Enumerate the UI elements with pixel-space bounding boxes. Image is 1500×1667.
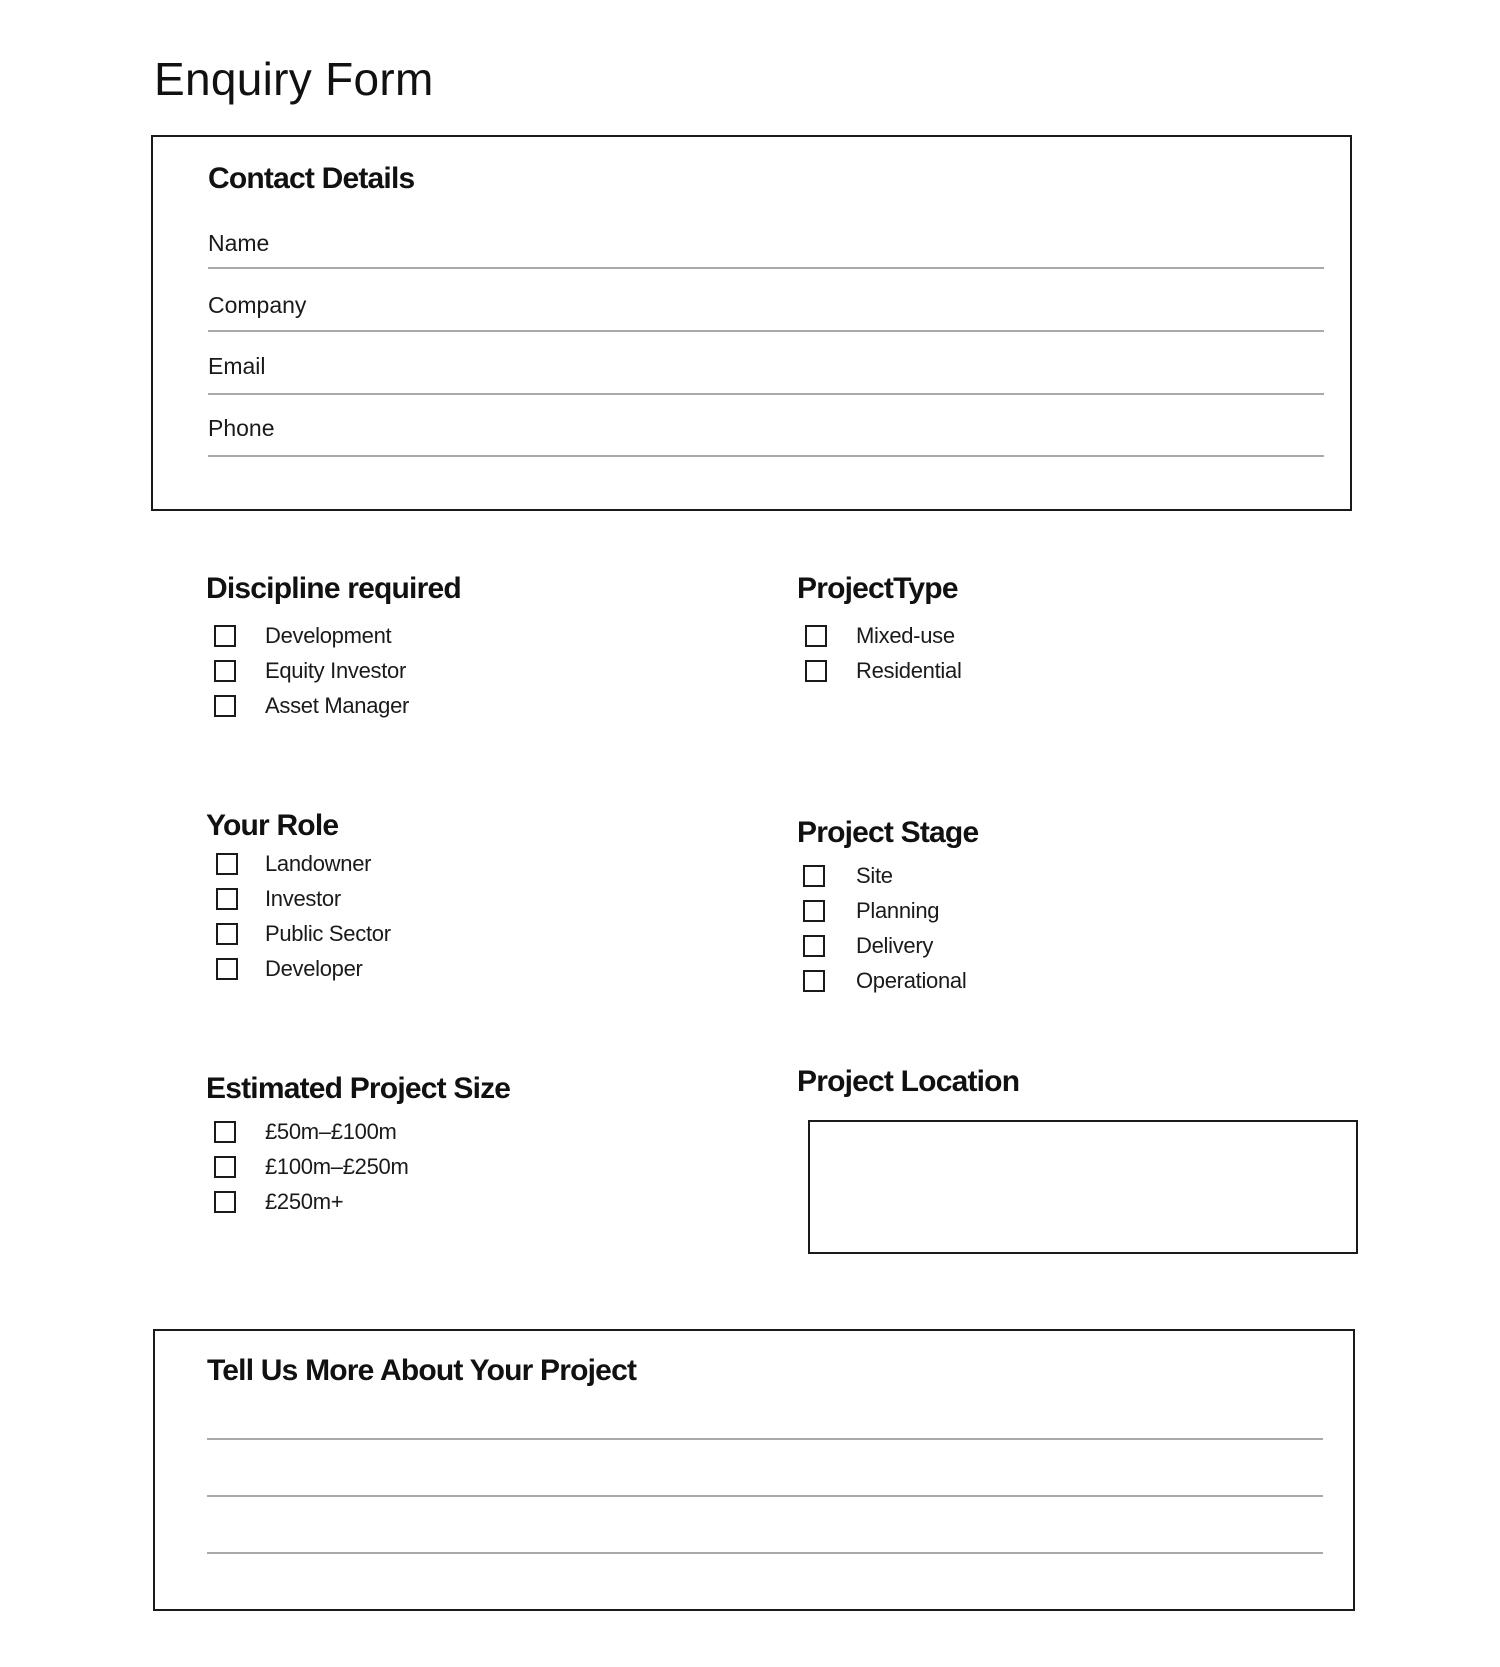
project-size-option-100m-250m[interactable] (214, 1152, 408, 1182)
project-description-input[interactable] (207, 1381, 1323, 1547)
option-label: Mixed-use (856, 623, 955, 648)
discipline-heading: Discipline required (206, 572, 461, 605)
contact-details-heading: Contact Details (208, 162, 415, 195)
page-title: Enquiry Form (154, 53, 434, 105)
option-label: Asset Manager (265, 693, 410, 718)
company-field-label: Company (208, 292, 307, 318)
tell-us-more-section (153, 1329, 1355, 1611)
email-field-label: Email (208, 353, 266, 379)
discipline-option-asset-manager[interactable] (214, 691, 409, 721)
company-field-underline (208, 330, 1324, 332)
phone-field[interactable] (208, 396, 1324, 448)
operational-checkbox[interactable] (803, 970, 825, 992)
option-label: Investor (265, 886, 341, 911)
project-stage-option-planning[interactable] (803, 896, 939, 926)
option-label: Landowner (265, 851, 372, 876)
email-field-underline (208, 393, 1324, 395)
writing-line (207, 1495, 1323, 1497)
role-option-public-sector[interactable] (216, 919, 391, 949)
discipline-option-development[interactable] (214, 621, 391, 651)
phone-field-underline (208, 455, 1324, 457)
size-100m-250m-checkbox[interactable] (214, 1156, 236, 1178)
option-label: £50m–£100m (265, 1119, 397, 1144)
investor-checkbox[interactable] (216, 888, 238, 910)
project-location-input[interactable] (808, 1120, 1358, 1254)
option-label: Equity Investor (265, 658, 407, 683)
option-label: Delivery (856, 933, 934, 958)
project-type-option-residential[interactable] (805, 656, 962, 686)
size-50m-100m-checkbox[interactable] (214, 1121, 236, 1143)
option-label: Planning (856, 898, 940, 923)
project-type-option-mixed-use[interactable] (805, 621, 955, 651)
option-label: Public Sector (265, 921, 391, 946)
project-stage-option-delivery[interactable] (803, 931, 933, 961)
tell-us-more-heading: Tell Us More About Your Project (207, 1354, 637, 1387)
option-label: £100m–£250m (265, 1154, 409, 1179)
project-type-heading: ProjectType (797, 572, 958, 605)
equity-investor-checkbox[interactable] (214, 660, 236, 682)
project-size-heading: Estimated Project Size (206, 1072, 511, 1105)
project-stage-heading: Project Stage (797, 816, 979, 849)
name-field-underline (208, 267, 1324, 269)
mixed-use-checkbox[interactable] (805, 625, 827, 647)
development-checkbox[interactable] (214, 625, 236, 647)
option-label: Residential (856, 658, 962, 683)
your-role-heading: Your Role (206, 809, 339, 842)
option-label: Site (856, 863, 893, 888)
name-field[interactable] (208, 209, 1324, 261)
company-field[interactable] (208, 271, 1324, 323)
email-field[interactable] (208, 334, 1324, 386)
role-option-investor[interactable] (216, 884, 341, 914)
residential-checkbox[interactable] (805, 660, 827, 682)
phone-field-label: Phone (208, 415, 275, 441)
option-label: Development (265, 623, 392, 648)
name-field-label: Name (208, 230, 270, 256)
project-size-option-50m-100m[interactable] (214, 1117, 397, 1147)
writing-line (207, 1438, 1323, 1440)
role-option-landowner[interactable] (216, 849, 371, 879)
contact-details-section (151, 135, 1352, 511)
project-stage-option-operational[interactable] (803, 966, 966, 996)
option-label: £250m+ (265, 1189, 344, 1214)
project-size-option-250m-plus[interactable] (214, 1187, 343, 1217)
discipline-option-equity-investor[interactable] (214, 656, 406, 686)
size-250m-plus-checkbox[interactable] (214, 1191, 236, 1213)
site-checkbox[interactable] (803, 865, 825, 887)
project-stage-option-site[interactable] (803, 861, 893, 891)
delivery-checkbox[interactable] (803, 935, 825, 957)
landowner-checkbox[interactable] (216, 853, 238, 875)
developer-checkbox[interactable] (216, 958, 238, 980)
option-label: Operational (856, 968, 967, 993)
option-label: Developer (265, 956, 363, 981)
role-option-developer[interactable] (216, 954, 363, 984)
writing-line (207, 1552, 1323, 1554)
public-sector-checkbox[interactable] (216, 923, 238, 945)
planning-checkbox[interactable] (803, 900, 825, 922)
asset-manager-checkbox[interactable] (214, 695, 236, 717)
project-location-heading: Project Location (797, 1065, 1020, 1098)
